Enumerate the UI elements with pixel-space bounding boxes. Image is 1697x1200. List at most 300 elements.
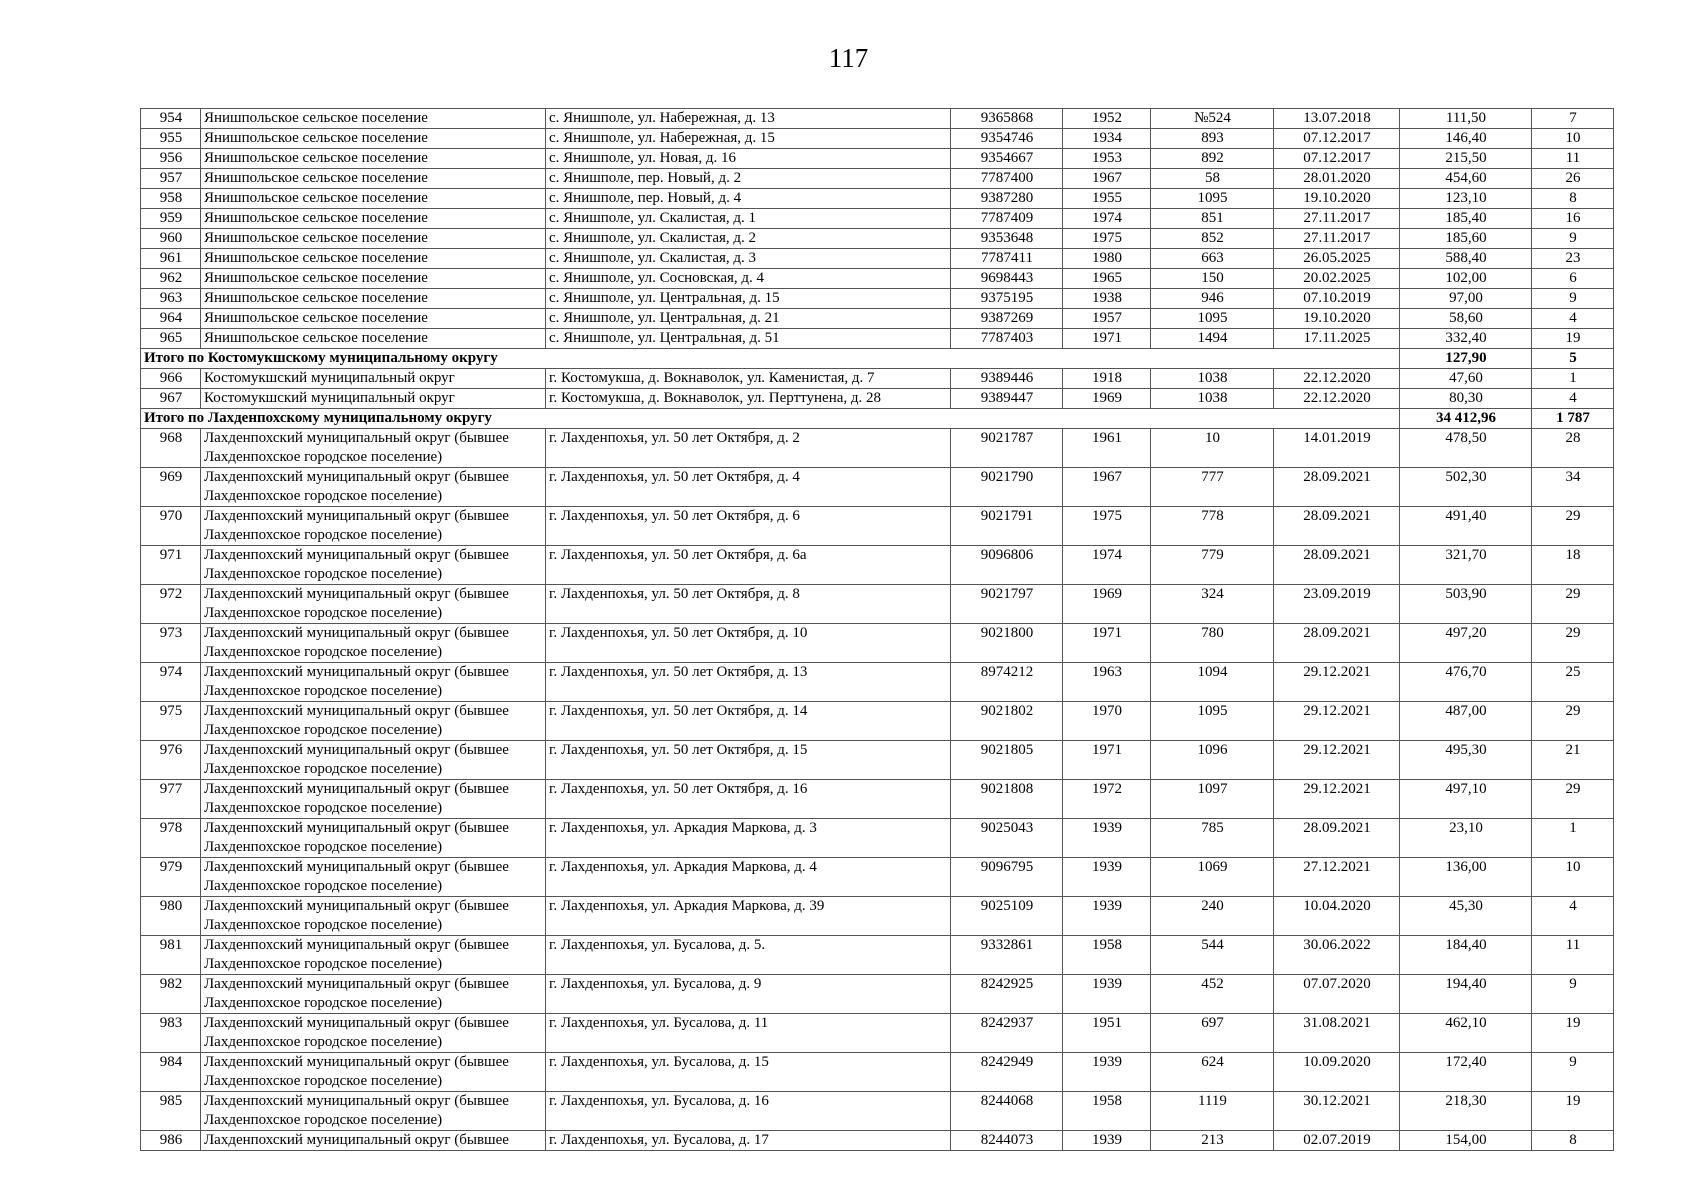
build-year-cell: 1965 (1063, 269, 1151, 289)
build-year-cell: 1967 (1063, 468, 1151, 507)
decision-date-cell: 07.12.2017 (1274, 129, 1400, 149)
decision-number-cell: 1094 (1151, 663, 1274, 702)
row-number-cell: 985 (141, 1092, 201, 1131)
row-number-cell: 973 (141, 624, 201, 663)
decision-date-cell: 22.12.2020 (1274, 369, 1400, 389)
row-number-cell: 965 (141, 329, 201, 349)
build-year-cell: 1969 (1063, 585, 1151, 624)
decision-date-cell: 28.09.2021 (1274, 468, 1400, 507)
area-cell: 332,40 (1400, 329, 1532, 349)
row-number-cell: 955 (141, 129, 201, 149)
municipality-cell: Лахденпохский муниципальный округ (бывшее Лахденпохское городское поселение) (201, 780, 546, 819)
residents-cell: 21 (1532, 741, 1614, 780)
build-year-cell: 1939 (1063, 1053, 1151, 1092)
address-cell: с. Янишполе, ул. Набережная, д. 13 (546, 109, 951, 129)
row-number-cell: 962 (141, 269, 201, 289)
decision-date-cell: 28.09.2021 (1274, 624, 1400, 663)
municipality-cell: Янишпольское сельское поселение (201, 209, 546, 229)
address-cell: с. Янишполе, ул. Сосновская, д. 4 (546, 269, 951, 289)
table-row (141, 624, 1614, 663)
decision-date-cell: 28.09.2021 (1274, 546, 1400, 585)
address-cell: с. Янишполе, ул. Центральная, д. 51 (546, 329, 951, 349)
table-row (141, 189, 1614, 209)
decision-date-cell: 13.07.2018 (1274, 109, 1400, 129)
decision-number-cell: 852 (1151, 229, 1274, 249)
decision-number-cell: 663 (1151, 249, 1274, 269)
table-row (141, 741, 1614, 780)
municipality-cell: Лахденпохский муниципальный округ (бывшее Лахденпохское городское поселение) (201, 1053, 546, 1092)
decision-date-cell: 10.04.2020 (1274, 897, 1400, 936)
row-number-cell: 975 (141, 702, 201, 741)
decision-number-cell: №524 (1151, 109, 1274, 129)
subtotal-area-cell: 127,90 (1400, 349, 1532, 369)
table-row (141, 169, 1614, 189)
house-id-cell: 9096806 (951, 546, 1063, 585)
row-number-cell: 979 (141, 858, 201, 897)
house-id-cell: 8242925 (951, 975, 1063, 1014)
municipality-cell: Лахденпохский муниципальный округ (бывшее Лахденпохское городское поселение) (201, 858, 546, 897)
residents-cell: 1 (1532, 819, 1614, 858)
house-id-cell: 9021790 (951, 468, 1063, 507)
decision-date-cell: 31.08.2021 (1274, 1014, 1400, 1053)
row-number-cell: 961 (141, 249, 201, 269)
address-cell: с. Янишполе, ул. Новая, д. 16 (546, 149, 951, 169)
build-year-cell: 1974 (1063, 209, 1151, 229)
address-cell: г. Лахденпохья, ул. 50 лет Октября, д. 6а (546, 546, 951, 585)
residents-cell: 1 (1532, 369, 1614, 389)
decision-date-cell: 29.12.2021 (1274, 780, 1400, 819)
build-year-cell: 1918 (1063, 369, 1151, 389)
decision-date-cell: 07.12.2017 (1274, 149, 1400, 169)
table-row (141, 1014, 1614, 1053)
area-cell: 476,70 (1400, 663, 1532, 702)
address-cell: г. Лахденпохья, ул. 50 лет Октября, д. 8 (546, 585, 951, 624)
area-cell: 45,30 (1400, 897, 1532, 936)
table-row (141, 109, 1614, 129)
residents-cell: 19 (1532, 1092, 1614, 1131)
housing-registry-table (140, 108, 1614, 1151)
table-row (141, 129, 1614, 149)
decision-date-cell: 17.11.2025 (1274, 329, 1400, 349)
residents-cell: 10 (1532, 129, 1614, 149)
address-cell: г. Лахденпохья, ул. Бусалова, д. 11 (546, 1014, 951, 1053)
table-row (141, 819, 1614, 858)
residents-cell: 7 (1532, 109, 1614, 129)
build-year-cell: 1971 (1063, 624, 1151, 663)
decision-number-cell: 892 (1151, 149, 1274, 169)
address-cell: г. Костомукша, д. Вокнаволок, ул. Каменистая, д. 7 (546, 369, 951, 389)
decision-date-cell: 27.12.2021 (1274, 858, 1400, 897)
build-year-cell: 1953 (1063, 149, 1151, 169)
municipality-cell: Янишпольское сельское поселение (201, 129, 546, 149)
municipality-cell: Лахденпохский муниципальный округ (бывшее Лахденпохское городское поселение) (201, 429, 546, 468)
area-cell: 154,00 (1400, 1131, 1532, 1151)
municipality-cell: Лахденпохский муниципальный округ (бывшее Лахденпохское городское поселение) (201, 507, 546, 546)
table-row (141, 209, 1614, 229)
build-year-cell: 1939 (1063, 897, 1151, 936)
table-row (141, 369, 1614, 389)
row-number-cell: 957 (141, 169, 201, 189)
decision-number-cell: 777 (1151, 468, 1274, 507)
build-year-cell: 1970 (1063, 702, 1151, 741)
decision-number-cell: 150 (1151, 269, 1274, 289)
row-number-cell: 972 (141, 585, 201, 624)
build-year-cell: 1972 (1063, 780, 1151, 819)
house-id-cell: 9387269 (951, 309, 1063, 329)
area-cell: 102,00 (1400, 269, 1532, 289)
decision-number-cell: 1097 (1151, 780, 1274, 819)
residents-cell: 19 (1532, 329, 1614, 349)
decision-date-cell: 28.09.2021 (1274, 507, 1400, 546)
residents-cell: 8 (1532, 189, 1614, 209)
decision-number-cell: 1038 (1151, 369, 1274, 389)
row-number-cell: 968 (141, 429, 201, 468)
address-cell: с. Янишполе, пер. Новый, д. 2 (546, 169, 951, 189)
build-year-cell: 1938 (1063, 289, 1151, 309)
decision-number-cell: 240 (1151, 897, 1274, 936)
decision-number-cell: 697 (1151, 1014, 1274, 1053)
decision-date-cell: 07.10.2019 (1274, 289, 1400, 309)
address-cell: г. Лахденпохья, ул. Аркадия Маркова, д. 39 (546, 897, 951, 936)
decision-date-cell: 10.09.2020 (1274, 1053, 1400, 1092)
decision-number-cell: 10 (1151, 429, 1274, 468)
build-year-cell: 1963 (1063, 663, 1151, 702)
house-id-cell: 8242949 (951, 1053, 1063, 1092)
decision-number-cell: 1038 (1151, 389, 1274, 409)
build-year-cell: 1955 (1063, 189, 1151, 209)
residents-cell: 16 (1532, 209, 1614, 229)
address-cell: г. Костомукша, д. Вокнаволок, ул. Перттунена, д. 28 (546, 389, 951, 409)
table-row (141, 149, 1614, 169)
address-cell: г. Лахденпохья, ул. 50 лет Октября, д. 2 (546, 429, 951, 468)
row-number-cell: 966 (141, 369, 201, 389)
area-cell: 218,30 (1400, 1092, 1532, 1131)
address-cell: с. Янишполе, ул. Набережная, д. 15 (546, 129, 951, 149)
build-year-cell: 1939 (1063, 975, 1151, 1014)
residents-cell: 9 (1532, 1053, 1614, 1092)
table-row (141, 702, 1614, 741)
decision-number-cell: 778 (1151, 507, 1274, 546)
decision-date-cell: 19.10.2020 (1274, 189, 1400, 209)
house-id-cell: 8244068 (951, 1092, 1063, 1131)
decision-date-cell: 14.01.2019 (1274, 429, 1400, 468)
residents-cell: 23 (1532, 249, 1614, 269)
row-number-cell: 978 (141, 819, 201, 858)
area-cell: 215,50 (1400, 149, 1532, 169)
municipality-cell: Лахденпохский муниципальный округ (бывшее Лахденпохское городское поселение) (201, 663, 546, 702)
area-cell: 58,60 (1400, 309, 1532, 329)
address-cell: г. Лахденпохья, ул. 50 лет Октября, д. 14 (546, 702, 951, 741)
area-cell: 185,60 (1400, 229, 1532, 249)
address-cell: г. Лахденпохья, ул. 50 лет Октября, д. 16 (546, 780, 951, 819)
row-number-cell: 959 (141, 209, 201, 229)
address-cell: г. Лахденпохья, ул. Бусалова, д. 9 (546, 975, 951, 1014)
house-id-cell: 9021791 (951, 507, 1063, 546)
area-cell: 111,50 (1400, 109, 1532, 129)
build-year-cell: 1952 (1063, 109, 1151, 129)
address-cell: г. Лахденпохья, ул. Аркадия Маркова, д. 3 (546, 819, 951, 858)
decision-number-cell: 1069 (1151, 858, 1274, 897)
decision-number-cell: 1119 (1151, 1092, 1274, 1131)
build-year-cell: 1980 (1063, 249, 1151, 269)
decision-number-cell: 324 (1151, 585, 1274, 624)
residents-cell: 11 (1532, 936, 1614, 975)
decision-date-cell: 19.10.2020 (1274, 309, 1400, 329)
residents-cell: 26 (1532, 169, 1614, 189)
area-cell: 194,40 (1400, 975, 1532, 1014)
municipality-cell: Лахденпохский муниципальный округ (бывшее Лахденпохское городское поселение) (201, 624, 546, 663)
house-id-cell: 9354667 (951, 149, 1063, 169)
decision-number-cell: 1095 (1151, 189, 1274, 209)
residents-cell: 9 (1532, 229, 1614, 249)
subtotal-area-cell: 34 412,96 (1400, 409, 1532, 429)
house-id-cell: 8974212 (951, 663, 1063, 702)
residents-cell: 29 (1532, 585, 1614, 624)
area-cell: 588,40 (1400, 249, 1532, 269)
municipality-cell: Янишпольское сельское поселение (201, 169, 546, 189)
row-number-cell: 983 (141, 1014, 201, 1053)
house-id-cell: 7787411 (951, 249, 1063, 269)
house-id-cell: 9021802 (951, 702, 1063, 741)
decision-number-cell: 851 (1151, 209, 1274, 229)
area-cell: 184,40 (1400, 936, 1532, 975)
table-row (141, 780, 1614, 819)
subtotal-label: Итого по Лахденпохскому муниципальному округу (141, 409, 1400, 429)
residents-cell: 29 (1532, 780, 1614, 819)
area-cell: 497,10 (1400, 780, 1532, 819)
build-year-cell: 1951 (1063, 1014, 1151, 1053)
decision-number-cell: 624 (1151, 1053, 1274, 1092)
build-year-cell: 1967 (1063, 169, 1151, 189)
house-id-cell: 9698443 (951, 269, 1063, 289)
decision-number-cell: 946 (1151, 289, 1274, 309)
build-year-cell: 1958 (1063, 936, 1151, 975)
table-row (141, 229, 1614, 249)
build-year-cell: 1939 (1063, 819, 1151, 858)
decision-number-cell: 213 (1151, 1131, 1274, 1151)
table-row (141, 1053, 1614, 1092)
build-year-cell: 1939 (1063, 1131, 1151, 1151)
build-year-cell: 1969 (1063, 389, 1151, 409)
decision-date-cell: 28.01.2020 (1274, 169, 1400, 189)
residents-cell: 4 (1532, 309, 1614, 329)
decision-date-cell: 30.06.2022 (1274, 936, 1400, 975)
address-cell: г. Лахденпохья, ул. 50 лет Октября, д. 15 (546, 741, 951, 780)
address-cell: с. Янишполе, ул. Скалистая, д. 3 (546, 249, 951, 269)
decision-date-cell: 29.12.2021 (1274, 702, 1400, 741)
municipality-cell: Костомукшский муниципальный округ (201, 369, 546, 389)
table-row (141, 1092, 1614, 1131)
row-number-cell: 977 (141, 780, 201, 819)
house-id-cell: 9025109 (951, 897, 1063, 936)
residents-cell: 19 (1532, 1014, 1614, 1053)
decision-number-cell: 780 (1151, 624, 1274, 663)
residents-cell: 8 (1532, 1131, 1614, 1151)
decision-number-cell: 785 (1151, 819, 1274, 858)
municipality-cell: Янишпольское сельское поселение (201, 229, 546, 249)
house-id-cell: 9025043 (951, 819, 1063, 858)
table-row (141, 936, 1614, 975)
area-cell: 495,30 (1400, 741, 1532, 780)
municipality-cell: Янишпольское сельское поселение (201, 309, 546, 329)
municipality-cell: Лахденпохский муниципальный округ (бывшее Лахденпохское городское поселение) (201, 975, 546, 1014)
area-cell: 497,20 (1400, 624, 1532, 663)
house-id-cell: 9375195 (951, 289, 1063, 309)
row-number-cell: 980 (141, 897, 201, 936)
house-id-cell: 8244073 (951, 1131, 1063, 1151)
residents-cell: 18 (1532, 546, 1614, 585)
subtotal-row (141, 409, 1614, 429)
subtotal-residents-cell: 1 787 (1532, 409, 1614, 429)
decision-number-cell: 1095 (1151, 702, 1274, 741)
residents-cell: 9 (1532, 289, 1614, 309)
area-cell: 23,10 (1400, 819, 1532, 858)
municipality-cell: Янишпольское сельское поселение (201, 329, 546, 349)
build-year-cell: 1974 (1063, 546, 1151, 585)
row-number-cell: 971 (141, 546, 201, 585)
table-row (141, 507, 1614, 546)
table-row (141, 429, 1614, 468)
row-number-cell: 954 (141, 109, 201, 129)
municipality-cell: Лахденпохский муниципальный округ (бывшее Лахденпохское городское поселение) (201, 741, 546, 780)
table-row (141, 389, 1614, 409)
municipality-cell: Янишпольское сельское поселение (201, 289, 546, 309)
decision-date-cell: 20.02.2025 (1274, 269, 1400, 289)
row-number-cell: 967 (141, 389, 201, 409)
table-row (141, 309, 1614, 329)
table-body (141, 109, 1614, 1151)
residents-cell: 29 (1532, 624, 1614, 663)
house-id-cell: 9365868 (951, 109, 1063, 129)
area-cell: 146,40 (1400, 129, 1532, 149)
municipality-cell: Лахденпохский муниципальный округ (бывшее (201, 1131, 546, 1151)
municipality-cell: Лахденпохский муниципальный округ (бывшее Лахденпохское городское поселение) (201, 897, 546, 936)
build-year-cell: 1975 (1063, 229, 1151, 249)
area-cell: 80,30 (1400, 389, 1532, 409)
residents-cell: 29 (1532, 702, 1614, 741)
row-number-cell: 974 (141, 663, 201, 702)
table-row (141, 897, 1614, 936)
decision-number-cell: 58 (1151, 169, 1274, 189)
build-year-cell: 1961 (1063, 429, 1151, 468)
decision-date-cell: 02.07.2019 (1274, 1131, 1400, 1151)
municipality-cell: Лахденпохский муниципальный округ (бывшее Лахденпохское городское поселение) (201, 546, 546, 585)
table-row (141, 585, 1614, 624)
decision-number-cell: 1096 (1151, 741, 1274, 780)
municipality-cell: Лахденпохский муниципальный округ (бывшее Лахденпохское городское поселение) (201, 819, 546, 858)
decision-number-cell: 1494 (1151, 329, 1274, 349)
residents-cell: 28 (1532, 429, 1614, 468)
residents-cell: 6 (1532, 269, 1614, 289)
municipality-cell: Янишпольское сельское поселение (201, 109, 546, 129)
municipality-cell: Лахденпохский муниципальный округ (бывшее Лахденпохское городское поселение) (201, 936, 546, 975)
area-cell: 321,70 (1400, 546, 1532, 585)
area-cell: 47,60 (1400, 369, 1532, 389)
house-id-cell: 9389446 (951, 369, 1063, 389)
build-year-cell: 1934 (1063, 129, 1151, 149)
address-cell: г. Лахденпохья, ул. Бусалова, д. 15 (546, 1053, 951, 1092)
decision-number-cell: 779 (1151, 546, 1274, 585)
row-number-cell: 963 (141, 289, 201, 309)
address-cell: г. Лахденпохья, ул. Бусалова, д. 17 (546, 1131, 951, 1151)
row-number-cell: 970 (141, 507, 201, 546)
decision-date-cell: 30.12.2021 (1274, 1092, 1400, 1131)
decision-date-cell: 26.05.2025 (1274, 249, 1400, 269)
municipality-cell: Янишпольское сельское поселение (201, 149, 546, 169)
residents-cell: 4 (1532, 389, 1614, 409)
decision-date-cell: 28.09.2021 (1274, 819, 1400, 858)
house-id-cell: 9021808 (951, 780, 1063, 819)
municipality-cell: Костомукшский муниципальный округ (201, 389, 546, 409)
municipality-cell: Янишпольское сельское поселение (201, 189, 546, 209)
decision-date-cell: 29.12.2021 (1274, 741, 1400, 780)
address-cell: с. Янишполе, ул. Центральная, д. 21 (546, 309, 951, 329)
build-year-cell: 1971 (1063, 329, 1151, 349)
house-id-cell: 9332861 (951, 936, 1063, 975)
address-cell: с. Янишполе, ул. Скалистая, д. 1 (546, 209, 951, 229)
table-row (141, 663, 1614, 702)
build-year-cell: 1957 (1063, 309, 1151, 329)
house-id-cell: 7787400 (951, 169, 1063, 189)
area-cell: 478,50 (1400, 429, 1532, 468)
table-row (141, 269, 1614, 289)
table-row (141, 249, 1614, 269)
municipality-cell: Янишпольское сельское поселение (201, 269, 546, 289)
decision-date-cell: 27.11.2017 (1274, 229, 1400, 249)
address-cell: с. Янишполе, ул. Центральная, д. 15 (546, 289, 951, 309)
municipality-cell: Лахденпохский муниципальный округ (бывшее Лахденпохское городское поселение) (201, 585, 546, 624)
house-id-cell: 7787403 (951, 329, 1063, 349)
decision-date-cell: 27.11.2017 (1274, 209, 1400, 229)
house-id-cell: 9021805 (951, 741, 1063, 780)
address-cell: с. Янишполе, пер. Новый, д. 4 (546, 189, 951, 209)
residents-cell: 29 (1532, 507, 1614, 546)
decision-date-cell: 07.07.2020 (1274, 975, 1400, 1014)
municipality-cell: Лахденпохский муниципальный округ (бывшее Лахденпохское городское поселение) (201, 702, 546, 741)
residents-cell: 9 (1532, 975, 1614, 1014)
page-number: 117 (828, 43, 869, 73)
area-cell: 491,40 (1400, 507, 1532, 546)
municipality-cell: Лахденпохский муниципальный округ (бывшее Лахденпохское городское поселение) (201, 468, 546, 507)
house-id-cell: 9021797 (951, 585, 1063, 624)
address-cell: г. Лахденпохья, ул. Аркадия Маркова, д. 4 (546, 858, 951, 897)
house-id-cell: 9387280 (951, 189, 1063, 209)
decision-date-cell: 22.12.2020 (1274, 389, 1400, 409)
area-cell: 123,10 (1400, 189, 1532, 209)
address-cell: г. Лахденпохья, ул. Бусалова, д. 5. (546, 936, 951, 975)
row-number-cell: 958 (141, 189, 201, 209)
table-row (141, 329, 1614, 349)
area-cell: 502,30 (1400, 468, 1532, 507)
decision-date-cell: 29.12.2021 (1274, 663, 1400, 702)
residents-cell: 34 (1532, 468, 1614, 507)
subtotal-label: Итого по Костомукшскому муниципальному округу (141, 349, 1400, 369)
area-cell: 97,00 (1400, 289, 1532, 309)
area-cell: 487,00 (1400, 702, 1532, 741)
residents-cell: 25 (1532, 663, 1614, 702)
address-cell: г. Лахденпохья, ул. 50 лет Октября, д. 13 (546, 663, 951, 702)
area-cell: 185,40 (1400, 209, 1532, 229)
row-number-cell: 986 (141, 1131, 201, 1151)
table-row (141, 546, 1614, 585)
decision-number-cell: 1095 (1151, 309, 1274, 329)
house-id-cell: 9096795 (951, 858, 1063, 897)
address-cell: г. Лахденпохья, ул. 50 лет Октября, д. 4 (546, 468, 951, 507)
table-row (141, 1131, 1614, 1151)
residents-cell: 10 (1532, 858, 1614, 897)
house-id-cell: 8242937 (951, 1014, 1063, 1053)
row-number-cell: 976 (141, 741, 201, 780)
